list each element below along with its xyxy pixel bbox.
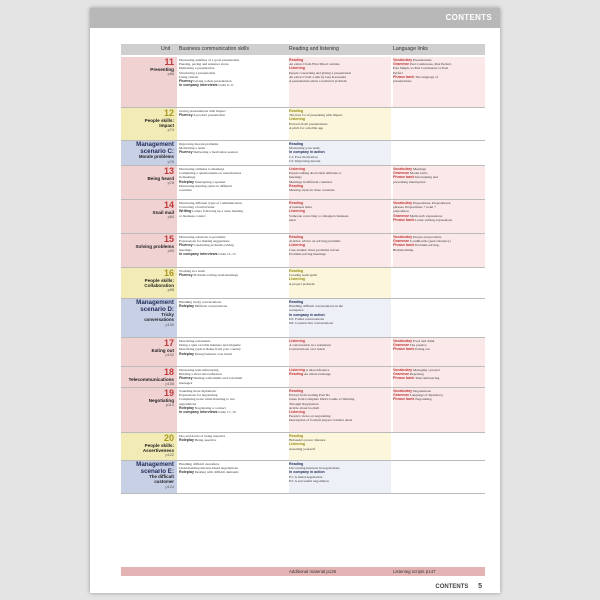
unit-page: p100 — [165, 322, 174, 327]
reading-line: C2: Improving morale — [289, 158, 321, 163]
business-skill-line: Using visuals — [179, 74, 198, 79]
unit-page: p66 — [167, 72, 174, 76]
reading-line: Reading — [289, 109, 304, 113]
unit-row[interactable] — [121, 234, 485, 268]
business-skill-line: Motivating a team — [179, 146, 205, 151]
unit-cell — [121, 388, 177, 432]
unit-cell — [121, 367, 177, 387]
scenario-title: Management — [136, 299, 174, 306]
reading-line: Listening — [289, 243, 305, 248]
reading-line: Description of football players' transfer deals — [289, 418, 353, 423]
unit-page: p74 — [167, 128, 174, 132]
reading-listening-cell — [289, 108, 391, 140]
unit-row[interactable] — [121, 57, 485, 108]
unit-page: p114 — [165, 403, 174, 407]
business-skill-line: Completing notes while listening to two — [179, 397, 236, 402]
language-line: Grammar The passive — [393, 343, 427, 348]
business-skill-line: Doing a quiz on table manners and etiquette — [179, 343, 241, 348]
reading-line: Someone correcting a colleague's business — [289, 213, 349, 218]
business-skill-line: Describing typical dishes from your country — [179, 347, 241, 352]
reading-line: Article about football — [289, 405, 320, 410]
page-footer — [435, 583, 482, 590]
reading-line: E1: A failed negotiation — [289, 474, 323, 479]
reading-line: Reading — [289, 201, 304, 205]
business-skills-cell — [179, 389, 287, 414]
unit-title: Eating out — [151, 348, 174, 353]
language-line: Vocabulary Prepositions, Prepositional — [393, 201, 451, 205]
business-skill-line: Fluency Problem-solving team meetings — [179, 273, 238, 278]
reading-line: Listening — [289, 277, 305, 282]
business-skill-line: Discussing solutions to problems — [179, 235, 226, 239]
listening-scripts: Listening scripts p147 — [393, 569, 436, 574]
business-skills-cell — [179, 300, 287, 308]
unit-number: 12 — [163, 108, 174, 118]
business-skills-cell — [179, 109, 287, 117]
language-line: Phrase bank Interrupting and — [393, 175, 438, 180]
business-skill-line: Dos and don'ts of being assertive — [179, 434, 226, 438]
business-skill-line: Handling difficult customers — [179, 462, 220, 466]
unit-title: Solving problems — [135, 244, 174, 249]
col-business: Business communication skills — [179, 46, 250, 52]
scenario-title: scenario C: — [140, 148, 174, 155]
reading-line: Extracts from presentations — [289, 121, 328, 126]
language-line: Phrase bank Problem-solving, — [393, 243, 440, 248]
business-skill-line: Discussing meeting styles in different — [179, 183, 232, 188]
unit-cell — [121, 57, 177, 107]
reading-line: Handling difficult conversations in the — [289, 304, 343, 309]
language-line: Vocabulary Negotiations — [393, 389, 431, 393]
business-skill-line: Roleplay Being assertive — [179, 438, 217, 443]
unit-row[interactable] — [121, 141, 485, 166]
reading-line: A business letter — [289, 205, 313, 210]
business-skill-line: Correcting a formal letter — [179, 205, 215, 210]
business-skill-line: Fluency Delivering a motivation session — [179, 150, 238, 155]
reading-line: workplace — [289, 308, 304, 313]
language-links-cell — [393, 200, 485, 233]
unit-page: p84 — [167, 215, 174, 219]
business-skill-line: Discussing qualities of a good presentation — [179, 58, 240, 62]
unit-title: Telecommunications — [128, 377, 174, 382]
reading-line: Reading — [289, 434, 304, 438]
unit-page: p102 — [165, 353, 174, 357]
business-skill-line: Roleplay Difficult conversations — [179, 304, 227, 309]
reading-line: Listening — [289, 66, 305, 71]
unit-page: p78 — [167, 181, 174, 185]
scenario-title: Management — [136, 141, 174, 148]
business-skill-line: Discussing different types of communication — [179, 201, 242, 205]
contents-table — [121, 57, 485, 494]
reading-line: Reading — [289, 300, 304, 304]
language-line: Past Simple vs Past Continuous vs Past — [393, 66, 449, 71]
unit-number: 13 — [163, 166, 174, 176]
unit-title: Morale problems — [138, 154, 174, 159]
unit-title: Impact — [159, 123, 174, 128]
unit-row[interactable] — [121, 388, 485, 433]
language-line: Phrase bank Eating out — [393, 347, 430, 352]
reading-line: Reading — [289, 235, 304, 239]
business-skill-line: Understanding interest-based negotiations — [179, 466, 238, 471]
language-line: Grammar Past Continuous, Past Perfect, — [393, 62, 452, 67]
language-links-cell — [393, 461, 485, 493]
reading-listening-cell — [289, 57, 391, 107]
unit-title: customer — [154, 478, 174, 484]
language-links-cell — [393, 108, 485, 140]
language-line: Vocabulary People and products — [393, 235, 442, 239]
business-skill-line: meetings — [179, 247, 192, 252]
unit-number: 19 — [163, 388, 174, 398]
reading-listening-cell — [289, 433, 391, 460]
reading-line: Listening — [289, 442, 305, 447]
reading-line: A project problem — [289, 281, 315, 286]
reading-line: A presentation about a technical problem — [289, 79, 347, 84]
business-skills-cell — [179, 462, 287, 475]
additional-material: Additional material p126 — [289, 569, 337, 574]
business-skill-line: negotiations — [179, 401, 197, 406]
business-skill-line: Pausing, pacing and sentence stress — [179, 62, 229, 67]
reading-line: Through Negotiation — [289, 401, 319, 406]
business-skill-line: In company interviews Units 13–15 — [179, 251, 236, 256]
reading-line: Uncovering interests in negotiations — [289, 466, 340, 471]
business-skills-cell — [179, 142, 287, 155]
unit-title: Snail mail — [152, 210, 174, 215]
column-header-bar — [121, 44, 485, 55]
business-skill-line: in meetings — [179, 175, 196, 180]
scenario-title: Management — [136, 461, 174, 468]
language-line: Vocabulary Meetings — [393, 167, 427, 171]
business-skill-line: Writing Letters following up a sales meeting — [179, 209, 244, 214]
unit-number: 14 — [163, 200, 174, 210]
reading-line: Reading — [289, 142, 304, 146]
business-skill-line: Roleplay Doing business over lunch — [179, 351, 233, 356]
reading-line: People's views on negotiating — [289, 414, 331, 419]
language-line: preposition — [393, 209, 409, 214]
reading-line: Jokes from Complete Idiot's Guide to Winning — [289, 397, 355, 402]
unit-row[interactable] — [121, 108, 485, 141]
unit-cell — [121, 338, 177, 366]
business-skills-cell — [179, 368, 287, 385]
business-skills-cell — [179, 235, 287, 256]
unit-row[interactable] — [121, 299, 485, 338]
unit-number: 17 — [163, 338, 174, 348]
reading-line: Listening — [289, 410, 305, 415]
unit-title: The difficult — [149, 474, 174, 479]
language-line: Phrase bank Letter-writing expressions — [393, 217, 453, 222]
unit-row[interactable] — [121, 268, 485, 299]
contents-header: CONTENTS — [90, 8, 500, 28]
business-skill-line: Improving morale problems — [179, 142, 219, 146]
business-skills-cell — [179, 269, 287, 277]
business-skills-cell — [179, 201, 287, 218]
unit-row[interactable] — [121, 166, 485, 200]
reading-line: Listening A teleconference — [289, 368, 330, 372]
unit-page: p76 — [167, 159, 174, 164]
reading-line: Extract from Getting Past No — [289, 393, 331, 398]
unit-row[interactable] — [121, 461, 485, 494]
business-skill-line: or business contact — [179, 213, 206, 218]
business-skill-line: Expressions for negotiating — [179, 393, 218, 398]
language-line: Phrase bank Negotiating — [393, 397, 432, 402]
business-skill-line: messages — [179, 380, 193, 385]
language-links-cell — [393, 433, 485, 460]
reading-listening-cell — [289, 166, 391, 199]
reading-line: Problem-solving meetings — [289, 251, 326, 256]
business-skill-line: Working in a team — [179, 269, 205, 273]
language-line: preventing interruption — [393, 179, 426, 184]
reading-line: Reading — [289, 389, 304, 393]
col-language: Language links — [393, 46, 428, 52]
reading-listening-cell — [289, 299, 391, 337]
page-number: 5 — [478, 583, 482, 590]
business-skill-line: Fluency A product presentation — [179, 113, 226, 118]
reading-line: Hofstede's power distance — [289, 438, 326, 443]
business-skill-line: Describing restaurants — [179, 339, 211, 343]
unit-title: Collaboration — [144, 283, 174, 288]
unit-cell — [121, 200, 177, 233]
unit-page: p90 — [167, 249, 174, 253]
reading-line: Asserting yourself — [289, 446, 315, 451]
unit-title: Tricky — [161, 312, 174, 317]
unit-cell — [121, 166, 177, 199]
reading-listening-cell — [289, 461, 391, 493]
reading-line: Creating team spirit — [289, 273, 317, 278]
unit-title: Presenting — [150, 67, 174, 72]
business-skills-cell — [179, 339, 287, 356]
reading-line: D1: Failed conversations — [289, 316, 324, 321]
unit-cell — [121, 268, 177, 298]
unit-number: 20 — [163, 433, 174, 443]
language-links-cell — [393, 367, 485, 387]
language-line: Grammar Multi-verb expressions — [393, 213, 443, 218]
business-skill-line: Delivering a presentation — [179, 66, 215, 71]
business-skill-line: countries — [179, 188, 192, 193]
business-skills-cell — [179, 434, 287, 442]
unit-title: People skills: — [144, 443, 174, 448]
reading-listening-cell — [289, 200, 391, 233]
unit-page: p122 — [165, 453, 174, 457]
reading-line: meetings — [289, 175, 302, 180]
reading-line: Reading — [289, 269, 304, 273]
unit-cell — [121, 299, 177, 337]
business-skill-line: Roleplay Dealing with difficult demands — [179, 470, 239, 475]
business-skill-line: Discussing teleconferencing — [179, 368, 219, 372]
unit-cell — [121, 433, 177, 460]
reading-line: Meeting styles in three countries — [289, 188, 335, 193]
reading-line: Articles: advice on solving problems — [289, 239, 341, 244]
business-skill-line: Discussing attitudes to meetings — [179, 167, 225, 171]
language-links-cell — [393, 388, 485, 432]
unit-title: Assertiveness — [142, 448, 174, 453]
language-line: phrases, Prepositions + noun + — [393, 205, 437, 210]
reading-listening-cell — [289, 338, 391, 366]
unit-title: People skills: — [144, 278, 174, 283]
unit-row[interactable] — [121, 338, 485, 367]
reading-listening-cell — [289, 367, 391, 387]
unit-row[interactable] — [121, 367, 485, 388]
reading-listening-cell — [289, 388, 391, 432]
unit-page: p98 — [167, 288, 174, 292]
unit-page: p124 — [165, 484, 174, 489]
reading-line: Conversations over lunch — [289, 347, 325, 352]
reading-line: Reading An email exchange — [289, 372, 331, 377]
reading-line: letter — [289, 217, 297, 222]
reading-line: Reading — [289, 462, 304, 466]
reading-line: Listening — [289, 339, 305, 343]
business-skill-line: Fluency Giving a short presentation — [179, 79, 232, 84]
reading-line: Reading — [289, 183, 304, 188]
col-unit: Unit — [161, 46, 171, 52]
business-skill-line: Giving presentations with impact — [179, 109, 226, 113]
reading-line: In company in action — [289, 150, 325, 155]
business-skill-line: Completing a questionnaire on assertiveness — [179, 171, 242, 176]
business-skill-line: In company interviews Units 17–19 — [179, 410, 236, 415]
unit-title: People skills: — [144, 118, 174, 123]
business-skill-line: Fluency Conducting problem-solving — [179, 243, 234, 248]
reading-line: Listening — [289, 167, 305, 171]
reading-line: An extract from First Direct website — [289, 62, 340, 67]
language-links-cell — [393, 268, 485, 298]
reading-line: The four Cs of presenting with impact — [289, 113, 343, 118]
language-links-cell — [393, 299, 485, 337]
scenario-title: scenario E: — [140, 468, 174, 475]
language-line: Brainstorming — [393, 247, 414, 252]
language-line: Grammar Reporting — [393, 372, 424, 377]
unit-number: 18 — [163, 367, 174, 377]
reading-line: C1: Poor motivation — [289, 154, 318, 159]
language-line: Grammar Conditionals (past reference) — [393, 239, 451, 244]
business-skill-line: Roleplay Interrupting a speaker — [179, 179, 226, 184]
language-links-cell — [393, 234, 485, 267]
reading-line: Meetings in different countries — [289, 179, 333, 184]
unit-title: Negotiating — [148, 398, 174, 403]
reading-line: An extract from a talk by Guy Kawasaki — [289, 74, 346, 79]
language-line: Vocabulary Presentations — [393, 58, 432, 62]
unit-number: 15 — [163, 234, 174, 244]
col-reading: Reading and listening — [289, 46, 339, 52]
unit-cell — [121, 234, 177, 267]
contents-page — [90, 8, 500, 593]
business-skills-cell — [179, 58, 287, 87]
language-line: Phrase bank The language of — [393, 74, 438, 79]
business-skill-line: Sounding more diplomatic — [179, 389, 217, 393]
business-skill-line: Handling tricky conversations — [179, 300, 222, 304]
reading-listening-cell — [289, 141, 391, 165]
business-skill-line: In company interviews Units 9–11 — [179, 83, 234, 88]
unit-page: p108 — [165, 382, 174, 386]
reading-line: Reading — [289, 58, 304, 62]
reading-line: Listening — [289, 117, 305, 122]
reading-line: In company in action — [289, 312, 325, 317]
reading-listening-cell — [289, 234, 391, 267]
language-line: Perfect — [393, 70, 403, 75]
footer-label: CONTENTS — [435, 584, 469, 590]
bottom-bar — [121, 567, 485, 576]
language-links-cell — [393, 338, 485, 366]
unit-cell — [121, 108, 177, 140]
unit-row[interactable] — [121, 200, 485, 234]
unit-title: conversations — [144, 316, 174, 322]
scenario-title: scenario D: — [140, 306, 174, 313]
business-skill-line: Structuring a presentation — [179, 70, 216, 75]
reading-line: Case studies: three problems solved — [289, 247, 340, 252]
language-links-cell — [393, 57, 485, 107]
language-line: Grammar Language of diplomacy — [393, 393, 444, 398]
unit-number: 11 — [164, 57, 174, 67]
unit-cell — [121, 141, 177, 165]
language-line: Vocabulary Food and drink — [393, 339, 435, 343]
reading-line: E2: A successful negotiation — [289, 478, 329, 483]
reading-line: A conversation in a restaurant — [289, 343, 331, 348]
unit-row[interactable] — [121, 433, 485, 461]
reading-line: Motivating your team — [289, 146, 320, 151]
language-links-cell — [393, 141, 485, 165]
unit-cell — [121, 461, 177, 493]
language-line: Phrase bank Teleconferencing — [393, 376, 440, 381]
language-line: Grammar Modal verbs — [393, 171, 428, 176]
language-links-cell — [393, 166, 485, 199]
reading-line: D2: Constructive conversations — [289, 321, 334, 326]
business-skills-cell — [179, 167, 287, 192]
business-skill-line: Holding a short teleconference — [179, 372, 223, 377]
language-line: Vocabulary Managing a project — [393, 368, 441, 372]
business-skill-line: Roleplay Negotiating a contract — [179, 405, 226, 410]
unit-number: 16 — [163, 268, 174, 278]
business-skill-line: Expressions for making suggestions — [179, 239, 230, 244]
unit-title: Being heard — [147, 176, 174, 181]
reading-line: People talking about their attitudes to — [289, 171, 342, 176]
language-line: presentations — [393, 79, 412, 84]
reading-line: In company in action — [289, 470, 325, 475]
reading-line: Listening — [289, 209, 305, 214]
reading-line: A pitch for a mobile app — [289, 125, 324, 130]
reading-line: People concerning and giving a presentation — [289, 70, 352, 75]
business-skill-line: Fluency Dealing with emails and voicemail — [179, 376, 243, 381]
reading-listening-cell — [289, 268, 391, 298]
